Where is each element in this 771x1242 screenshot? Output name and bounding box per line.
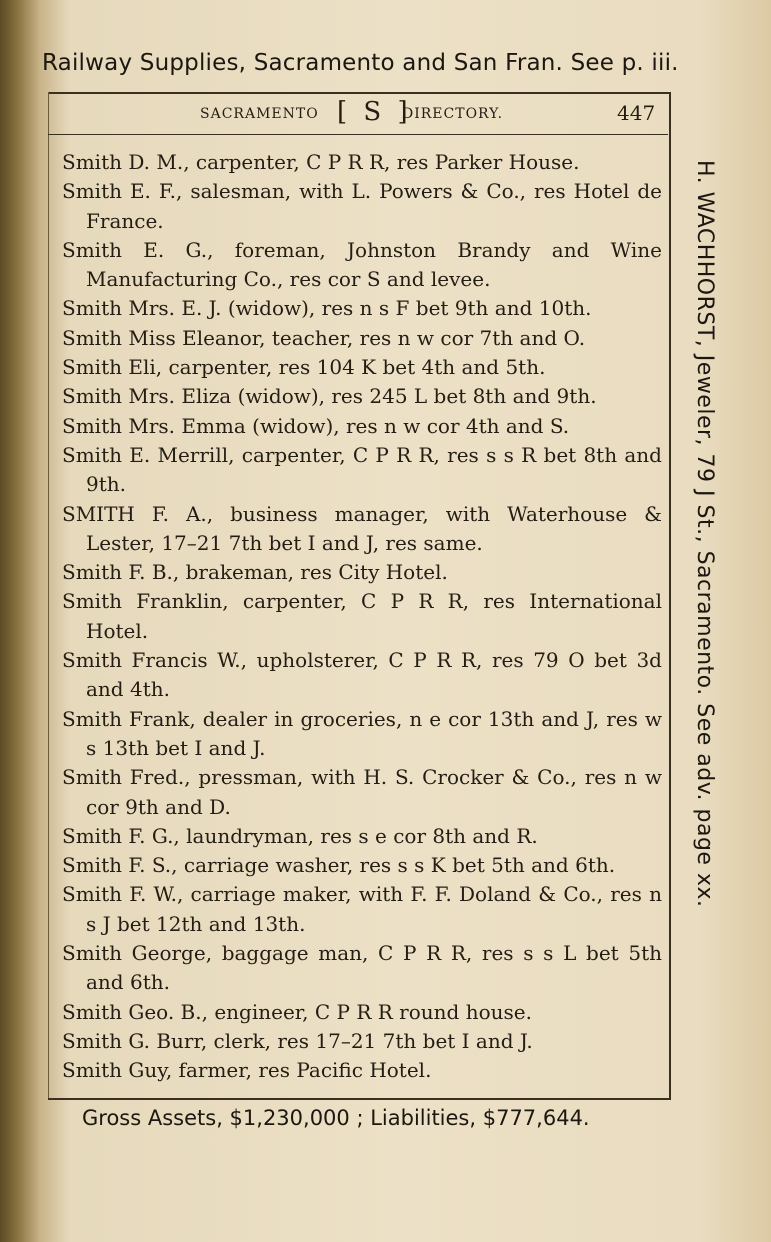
page-number: 447 (617, 101, 656, 125)
directory-entry: Smith Frank, dealer in groceries, n e cor 13th and J, res w s 13th bet I and J. (62, 706, 662, 760)
footer-rule (48, 1098, 670, 1100)
directory-entry: Smith E. Merrill, carpenter, C P R R, res s s R bet 8th and 9th. (62, 442, 662, 497)
directory-entry: Smith F. S., carriage washer, res s s K bet 5th and 6th. (62, 853, 616, 878)
top-advertisement: Railway Supplies, Sacramento and San Fran. See p. iii. (42, 50, 679, 76)
directory-entry: Smith Francis W., upholsterer, C P R R, res 79 O bet 3d and 4th. (62, 648, 662, 702)
bottom-advertisement: Gross Assets, $1,230,000 ; Liabilities, $777,644. (82, 1106, 590, 1130)
directory-entry: Smith Eli, carpenter, res 104 K bet 4th and 5th. (62, 355, 546, 380)
side-advertisement: H. WACHHORST, Jeweler, 79 J St., Sacramento. See adv. page xx. (692, 160, 717, 908)
directory-entry-list (62, 148, 662, 1086)
directory-entry: Smith E. F., salesman, with L. Powers & Co., res Hotel de France. (62, 179, 662, 233)
directory-entry: Smith Geo. B., engineer, C P R R round house. (62, 999, 532, 1024)
directory-entry: Smith D. M., carpenter, C P R R, res Parker House. (62, 150, 580, 174)
directory-entry: Smith Mrs. Emma (widow), res n w cor 4th and S. (62, 413, 570, 438)
header-city: SACRAMENTO (200, 106, 319, 122)
directory-entry: Smith Guy, farmer, res Pacific Hotel. (62, 1058, 432, 1083)
header-bottom-rule (48, 134, 668, 135)
directory-entry: Smith Franklin, carpenter, C P R R, res International Hotel. (62, 589, 662, 643)
header-section-letter: [ S ] (337, 97, 412, 127)
directory-entry: Smith Mrs. E. J. (widow), res n s F bet 9th and 10th. (62, 296, 592, 321)
directory-entry: Smith George, baggage man, C P R R, res s s L bet 5th and 6th. (62, 941, 662, 995)
directory-entry: SMITH F. A., business manager, with Waterhouse & Lester, 17–21 7th bet I and J, res same. (62, 501, 662, 555)
directory-entry: Smith E. G., foreman, Johnston Brandy and Wine Manufacturing Co., res cor S and levee. (62, 237, 662, 292)
header-directory: DIRECTORY. (402, 106, 504, 122)
directory-entry: Smith Fred., pressman, with H. S. Crocker & Co., res n w cor 9th and D. (62, 765, 662, 819)
directory-entry: Smith Mrs. Eliza (widow), res 245 L bet 8th and 9th. (62, 384, 597, 409)
directory-entry: Smith G. Burr, clerk, res 17–21 7th bet I and J. (62, 1028, 533, 1053)
directory-entry: Smith F. W., carriage maker, with F. F. Doland & Co., res n s J bet 12th and 13th. (62, 882, 662, 936)
running-header (60, 97, 660, 130)
directory-entry: Smith F. G., laundryman, res s e cor 8th and R. (62, 823, 538, 848)
directory-entry: Smith F. B., brakeman, res City Hotel. (62, 560, 448, 585)
directory-entry: Smith Miss Eleanor, teacher, res n w cor 7th and O. (62, 325, 586, 350)
